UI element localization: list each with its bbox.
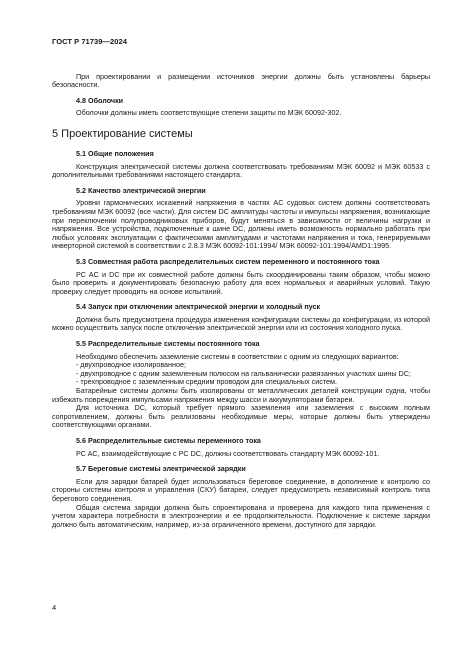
section-5-title: 5 Проектирование системы xyxy=(52,127,193,140)
list-item: - двухпроводное с одним заземленным полюсом на гальванически развязанных участках шины DC; xyxy=(76,368,411,378)
section-5-6-paragraph: PC AC, взаимодействующие с PC DC, должны соответствовать стандарту МЭК 60092-101. xyxy=(76,448,380,458)
section-5-7-paragraph-1: Если для зарядки батарей будет использоваться береговое соединение, в дополнение к контролю со стороны системы контроля и управления (СКУ) батареи, следует предусмотреть независимый контроль типа берегового соединения. xyxy=(52,476,430,503)
section-5-1-title: 5.1 Общие положения xyxy=(76,148,154,158)
section-4-8-title: 4.8 Оболочки xyxy=(76,95,124,105)
section-5-4-paragraph: Должна быть предусмотрена процедура изменения конфигурации системы до конфигурации, из которой можно осуществить запуск после отключения электрической энергии или из состояния холодного пуска. xyxy=(52,314,430,333)
list-item: - трехпроводное с заземленным средним проводом для специальных систем. xyxy=(76,377,337,387)
section-5-1-paragraph: Конструкция электрической системы должна соответствовать требованиям МЭК 60092 и МЭК 60533 с дополнительными требованиями настоящего стандарта. xyxy=(52,161,430,180)
section-5-6-title: 5.6 Распределительные системы переменного тока xyxy=(76,436,261,445)
section-5-7-paragraph-2: Общая система зарядки должна быть спроектирована и проверена для каждого типа применения с учетом характера потребности в электроэнергии и ее продолжительности. Подключение к системе зарядки должно быть автоматическим, например, из-за ограниченного времени, доступного для зарядки. xyxy=(52,502,430,529)
section-4-8-paragraph: Оболочки должны иметь соответствующие степени защиты по МЭК 60092-302. xyxy=(76,108,342,118)
page-number: 4 xyxy=(52,603,57,612)
section-5-5-title: 5.5 Распределительные системы постоянного тока xyxy=(76,339,260,349)
section-5-3-title: 5.3 Совместная работа распределительных систем переменного и постоянного тока xyxy=(76,256,380,266)
section-5-5-lead: Необходимо обеспечить заземление системы в соответствии с одним из следующих вариантов: xyxy=(76,351,399,361)
intro-paragraph: При проектировании и размещении источников энергии должны быть установлены барьеры безопасности. xyxy=(52,71,430,90)
section-5-5-paragraph-3: Для источника DC, который требует прямого заземления или заземления с высоким полным сопротивлением, должны быть реализованы необходимые меры, которые должны быть утверждены соответствующими органами. xyxy=(52,403,430,430)
section-5-2-paragraph: Уровни гармонических искажений напряжения в частях AC судовых систем должны соответствовать требованиям МЭК 60092 (все части). Для систем DC амплитуды частоты и импульсы напряжения, возникающие при переключении полупроводниковых приборов, будут меняться в зависимости от величины нагрузки и напряжения. Все устройства, подключенные к шине DC, должны иметь возможность нормально работать при любых условиях эксплуатации с фактическими амплитудами и частотами напряжения и тока, генерируемыми инверторной системой в соответствии с 2.8.3 МЭК 60092-101:1994/ МЭК 60092-101:1994/AMD1:1995. xyxy=(52,198,430,251)
section-5-2-title: 5.2 Качество электрической энергии xyxy=(76,185,206,195)
section-5-5-paragraph-2: Батарейные системы должны быть изолированы от металлических деталей конструкции судна, чтобы избежать повреждения импульсами напряжения между шасси и аккумуляторами батареи. xyxy=(52,386,430,404)
section-5-3-paragraph: PC AC и DC при их совместной работе должны быть скоординированы таким образом, чтобы можно было проверить и документировать безопасную работу для всех нормальных и аварийных условий. Такую проверку следует проводить на основе испытаний. xyxy=(52,269,430,296)
section-5-7-title: 5.7 Береговые системы электрической зарядки xyxy=(76,464,246,474)
section-5-4-title: 5.4 Запуск при отключении электрической энергии и холодный пуск xyxy=(76,302,321,312)
list-item: - двухпроводное изолированное; xyxy=(76,360,186,370)
document-header: ГОСТ Р 71739—2024 xyxy=(52,37,127,46)
